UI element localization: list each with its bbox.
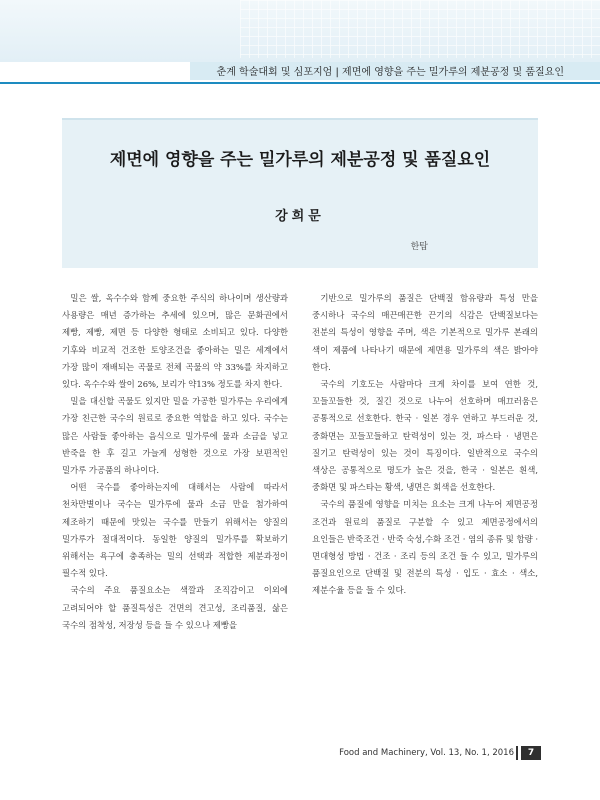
paragraph: 국수의 기호도는 사람마다 크게 차이를 보여 연한 것, 꼬들꼬들한 것, 질긴 것으로 나누어 선호하며 매끄러움은 공통적으로 선호한다. 한국 · 일본 경우 연하고 부드러운 것, 중화면는 꼬들꼬들하고 탄력성이 있는 것, 파스타 · 냉면은 질기고 탄력성이 있는 것이 특징이다. 일반적으로 국수의 색상은 공통적으로 명도가 높은 것을, 한국 · 일본은 흰색, 중화면 및 파스타는 황색, 냉면은 회색을 선호한다. <box>312 379 538 493</box>
paragraph: 어떤 국수를 좋아하는지에 대해서는 사람에 따라서 천차만별이나 국수는 밀가루에 물과 소금 만을 첨가하여 제조하기 때문에 맛있는 국수를 만들기 위해서는 양질의 밀가루가 절대적이다. 동일한 양질의 밀가루를 확보하기 위해서는 욕구에 충족하는 밀의 선택과 적합한 제분과정이 필수적 있다. <box>62 482 288 579</box>
header-grid-decoration <box>240 0 600 58</box>
paragraph: 기반으로 밀가루의 품질은 단백질 함유량과 특성 만을 중시하나 국수의 매끈매끈한 끈기의 식감은 단백질보다는 전분의 특성이 영향을 주며, 색은 기본적으로 밀가루 본래의 색이 제품에 나타나기 때문에 제면용 밀가루의 색은 밝아야 한다. <box>312 293 538 372</box>
article-author: 강희문 <box>275 209 325 224</box>
body-column-right <box>312 290 538 600</box>
paragraph: 국수의 주요 품질요소는 색깔과 조직감이고 이외에 고려되어야 할 품질특성은 건면의 견고성, 조리품질, 삶은 국수의 점착성, 저장성 등을 들 수 있으나 제빵을 <box>62 585 288 630</box>
page-number: 7 <box>521 746 541 760</box>
paragraph: 밀을 대신할 곡물도 있지만 밀을 가공한 밀가루는 우리에게 가장 친근한 국수의 원료로 중요한 역할을 하고 있다. 국수는 많은 사람들 좋아하는 음식으로 밀가루에 물과 소금을 넣고 반죽을 한 후 길고 가늘게 성형한 것으로 가장 보편적인 밀가루 가공품의 하나이다. <box>62 396 288 476</box>
running-header-title: 춘계 학술대회 및 심포지엄 | 제면에 영향을 주는 밀가루의 제분공정 및 품질요인 <box>216 67 564 78</box>
article-title: 제면에 영향을 주는 밀가루의 제분공정 및 품질요인 <box>109 150 491 170</box>
body-column-left <box>62 290 288 634</box>
paragraph: 국수의 품질에 영향을 미치는 요소는 크게 나누어 제면공정 조건과 원료의 품질로 구분할 수 있고 제면공정에서의 요인들은 반죽조건 · 반죽 숙성,수화 조건 · 염의 종류 및 함량 · 면대형성 방법 · 건조 · 조리 등의 조건 들 수 있고, 밀가루의 품질요인으로 단백질 및 전분의 특성 · 입도 · 효소 · 색소, 제분수율 등을 들 수 있다. <box>312 499 539 596</box>
header-band <box>0 0 600 62</box>
journal-citation: Food and Machinery, Vol. 13, No. 1, 2016 <box>339 748 514 758</box>
header-divider <box>0 82 600 84</box>
footer-separator <box>516 746 518 760</box>
paragraph: 밀은 쌀, 옥수수와 함께 중요한 주식의 하나이며 생산량과 사용량은 매년 증가하는 추세에 있으며, 많은 문화권에서 제빵, 제빵, 제면 등 다양한 형태로 소비되고 있다. 다양한 기후와 비교적 건조한 토양조건을 좋아하는 밀은 세계에서 가장 많이 재배되는 곡물로 전체 곡물의 약 33%를 차지하고 있다. 옥수수와 쌀이 26%, 보리가 약13% 정도를 차지 한다. <box>62 293 288 390</box>
author-affiliation: 한탑 <box>410 242 428 252</box>
